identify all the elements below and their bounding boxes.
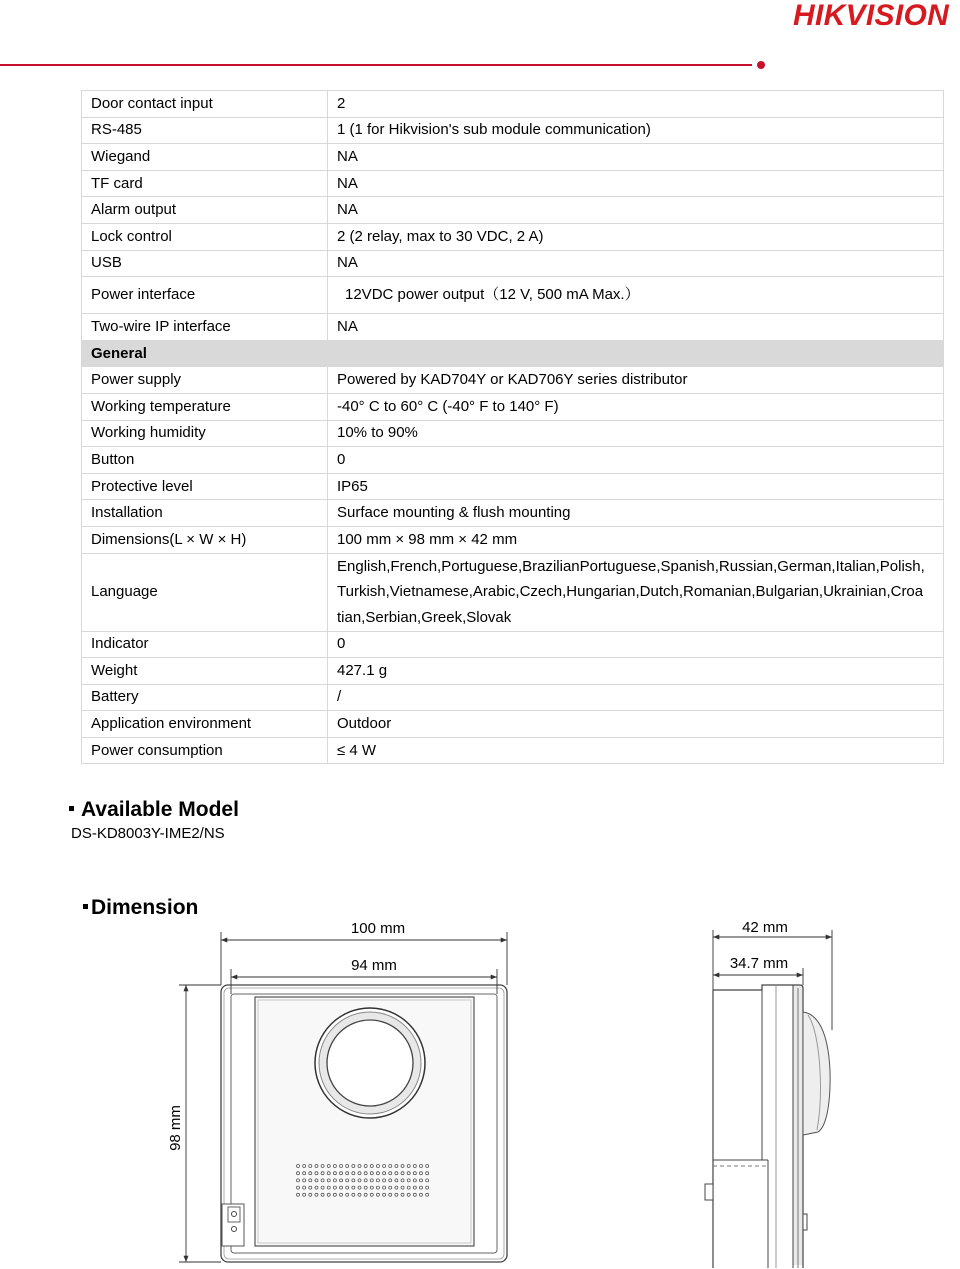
spec-value: Outdoor [328, 711, 944, 738]
spec-value: NA [328, 197, 944, 224]
spec-label: Working temperature [82, 393, 328, 420]
speaker-hole [395, 1172, 398, 1175]
speaker-hole [364, 1193, 367, 1196]
speaker-hole [370, 1193, 373, 1196]
camera-dome [803, 1012, 830, 1135]
spec-label: Door contact input [82, 91, 328, 118]
spec-value: 0 [328, 631, 944, 658]
speaker-hole [364, 1179, 367, 1182]
speaker-hole [303, 1172, 306, 1175]
header-rule [0, 64, 752, 66]
spec-row-language [82, 553, 944, 631]
spec-label: Wiegand [82, 144, 328, 171]
speaker-hole [303, 1186, 306, 1189]
speaker-hole [315, 1172, 318, 1175]
spec-label: USB [82, 250, 328, 277]
speaker-hole [370, 1179, 373, 1182]
speaker-hole [389, 1193, 392, 1196]
speaker-hole [327, 1172, 330, 1175]
dimension-label-depth: 42 mm [742, 919, 788, 936]
speaker-hole [358, 1186, 361, 1189]
speaker-hole [395, 1165, 398, 1168]
header-rule-dot [757, 61, 765, 69]
spec-label: RS-485 [82, 117, 328, 144]
spec-row [82, 500, 944, 527]
speaker-hole [352, 1172, 355, 1175]
spec-value: NA [328, 250, 944, 277]
speaker-hole [376, 1193, 379, 1196]
spec-row [82, 393, 944, 420]
speaker-hole [352, 1193, 355, 1196]
hikvision-logo: HIKVISION [793, 0, 950, 32]
speaker-hole [383, 1179, 386, 1182]
speaker-hole [303, 1193, 306, 1196]
speaker-hole [389, 1165, 392, 1168]
speaker-hole [407, 1193, 410, 1196]
speaker-hole [309, 1186, 312, 1189]
spec-row [82, 631, 944, 658]
speaker-hole [321, 1165, 324, 1168]
speaker-hole [383, 1193, 386, 1196]
spec-row [82, 684, 944, 711]
spec-label: Power consumption [82, 737, 328, 764]
spec-row [82, 144, 944, 171]
spec-label: Installation [82, 500, 328, 527]
speaker-hole [401, 1165, 404, 1168]
side-tab [705, 1184, 713, 1200]
speaker-hole [395, 1186, 398, 1189]
speaker-hole [333, 1186, 336, 1189]
speaker-hole [297, 1165, 300, 1168]
speaker-hole [333, 1179, 336, 1182]
spec-label: Indicator [82, 631, 328, 658]
speaker-hole [389, 1172, 392, 1175]
speaker-hole [426, 1193, 429, 1196]
spec-label: Battery [82, 684, 328, 711]
spec-row [82, 91, 944, 118]
speaker-hole [327, 1179, 330, 1182]
speaker-hole [297, 1186, 300, 1189]
spec-value: 10% to 90% [328, 420, 944, 447]
dimension-heading: Dimension [91, 896, 199, 919]
spec-row [82, 223, 944, 250]
speaker-hole [370, 1172, 373, 1175]
speaker-hole [327, 1186, 330, 1189]
speaker-hole [426, 1165, 429, 1168]
speaker-hole [395, 1179, 398, 1182]
speaker-hole [376, 1186, 379, 1189]
bullet-square-icon [83, 904, 88, 909]
camera-lens [327, 1020, 413, 1106]
spec-label: Lock control [82, 223, 328, 250]
spec-label: TF card [82, 170, 328, 197]
speaker-hole [426, 1186, 429, 1189]
spec-value: ≤ 4 W [328, 737, 944, 764]
speaker-hole [340, 1165, 343, 1168]
spec-row [82, 277, 944, 314]
spec-value: 1 (1 for Hikvision's sub module communication) [328, 117, 944, 144]
spec-label: Power interface [82, 277, 328, 314]
speaker-hole [401, 1193, 404, 1196]
language-line: Turkish,Vietnamese,Arabic,Czech,Hungarian,Dutch,Romanian,Bulgarian,Ukrainian,Croa [337, 583, 924, 601]
speaker-hole [321, 1172, 324, 1175]
spec-row [82, 526, 944, 553]
spec-row [82, 197, 944, 224]
speaker-hole [321, 1179, 324, 1182]
speaker-hole [413, 1179, 416, 1182]
speaker-hole [413, 1165, 416, 1168]
speaker-hole [346, 1186, 349, 1189]
dimension-drawing [150, 912, 870, 1269]
spec-row [82, 658, 944, 685]
bullet-square-icon [69, 806, 74, 811]
spec-value: 427.1 g [328, 658, 944, 685]
speaker-hole [401, 1179, 404, 1182]
spec-label: Power supply [82, 367, 328, 394]
spec-value: NA [328, 170, 944, 197]
speaker-hole [401, 1172, 404, 1175]
speaker-hole [376, 1172, 379, 1175]
spec-table [81, 90, 944, 764]
mount-bracket [222, 1204, 244, 1246]
spec-value: 2 [328, 91, 944, 118]
speaker-hole [340, 1172, 343, 1175]
spec-row [82, 420, 944, 447]
speaker-hole [413, 1186, 416, 1189]
speaker-hole [327, 1193, 330, 1196]
available-model-heading: Available Model [81, 798, 239, 821]
spec-row [82, 473, 944, 500]
speaker-hole [321, 1193, 324, 1196]
speaker-hole [340, 1186, 343, 1189]
speaker-hole [420, 1179, 423, 1182]
speaker-hole [303, 1179, 306, 1182]
speaker-hole [297, 1172, 300, 1175]
dimension-label-width: 100 mm [350, 920, 406, 937]
speaker-hole [426, 1172, 429, 1175]
side-view [705, 985, 830, 1268]
speaker-hole [340, 1179, 343, 1182]
dimension-label-height: 98 mm [167, 1105, 184, 1151]
speaker-hole [401, 1186, 404, 1189]
speaker-hole [303, 1165, 306, 1168]
spec-value: NA [328, 144, 944, 171]
speaker-hole [420, 1193, 423, 1196]
side-outline [713, 985, 803, 1268]
spec-label: Alarm output [82, 197, 328, 224]
spec-value: / [328, 684, 944, 711]
spec-row [82, 117, 944, 144]
spec-value: IP65 [328, 473, 944, 500]
spec-label: Language [82, 553, 328, 631]
speaker-hole [420, 1165, 423, 1168]
spec-label: Protective level [82, 473, 328, 500]
spec-value-language [328, 553, 944, 631]
speaker-hole [297, 1179, 300, 1182]
speaker-hole [352, 1179, 355, 1182]
spec-row [82, 447, 944, 474]
speaker-hole [315, 1165, 318, 1168]
spec-value: NA [328, 314, 944, 341]
speaker-hole [358, 1172, 361, 1175]
speaker-hole [383, 1165, 386, 1168]
speaker-hole [346, 1172, 349, 1175]
spec-row [82, 250, 944, 277]
spec-value: -40° C to 60° C (-40° F to 140° F) [328, 393, 944, 420]
speaker-hole [333, 1172, 336, 1175]
speaker-hole [370, 1165, 373, 1168]
dimension-label-body-depth: 34.7 mm [729, 955, 789, 972]
speaker-hole [413, 1193, 416, 1196]
spec-label: Two-wire IP interface [82, 314, 328, 341]
speaker-hole [340, 1193, 343, 1196]
spec-label: Application environment [82, 711, 328, 738]
speaker-hole [376, 1165, 379, 1168]
spec-section-row [82, 340, 944, 367]
speaker-hole [395, 1193, 398, 1196]
speaker-hole [413, 1172, 416, 1175]
speaker-hole [389, 1179, 392, 1182]
speaker-hole [364, 1172, 367, 1175]
language-line: English,French,Portuguese,BrazilianPortuguese,Spanish,Russian,German,Italian,Polish, [337, 557, 925, 575]
spec-row [82, 170, 944, 197]
speaker-hole [364, 1186, 367, 1189]
speaker-hole [309, 1165, 312, 1168]
front-view [221, 985, 507, 1262]
dimension-label-panel-width: 94 mm [351, 957, 397, 974]
speaker-hole [426, 1179, 429, 1182]
model-number: DS-KD8003Y-IME2/NS [71, 825, 225, 842]
speaker-hole [309, 1193, 312, 1196]
speaker-hole [358, 1179, 361, 1182]
speaker-hole [327, 1165, 330, 1168]
speaker-hole [333, 1165, 336, 1168]
speaker-hole [420, 1186, 423, 1189]
spec-row [82, 737, 944, 764]
spec-label: Weight [82, 658, 328, 685]
speaker-hole [346, 1193, 349, 1196]
speaker-hole [333, 1193, 336, 1196]
spec-value: 100 mm × 98 mm × 42 mm [328, 526, 944, 553]
spec-value: 12VDC power output（12 V, 500 mA Max.） [328, 277, 944, 314]
spec-label: Button [82, 447, 328, 474]
spec-value: 0 [328, 447, 944, 474]
speaker-hole [389, 1186, 392, 1189]
spec-row [82, 367, 944, 394]
spec-value: Surface mounting & flush mounting [328, 500, 944, 527]
speaker-hole [358, 1165, 361, 1168]
speaker-hole [383, 1172, 386, 1175]
section-heading-general: General [82, 340, 944, 367]
speaker-hole [346, 1179, 349, 1182]
spec-label: Dimensions(L × W × H) [82, 526, 328, 553]
speaker-hole [346, 1165, 349, 1168]
side-dimensions [713, 930, 832, 1030]
speaker-hole [420, 1172, 423, 1175]
speaker-hole [352, 1165, 355, 1168]
speaker-hole [315, 1179, 318, 1182]
speaker-hole [407, 1179, 410, 1182]
speaker-hole [315, 1186, 318, 1189]
speaker-hole [352, 1186, 355, 1189]
speaker-hole [370, 1186, 373, 1189]
speaker-hole [358, 1193, 361, 1196]
side-latch [803, 1214, 807, 1230]
speaker-hole [407, 1186, 410, 1189]
spec-value: 2 (2 relay, max to 30 VDC, 2 A) [328, 223, 944, 250]
speaker-hole [297, 1193, 300, 1196]
speaker-hole [407, 1172, 410, 1175]
speaker-hole [383, 1186, 386, 1189]
language-line: tian,Serbian,Greek,Slovak [337, 608, 512, 626]
speaker-hole [315, 1193, 318, 1196]
spec-label: Working humidity [82, 420, 328, 447]
speaker-hole [376, 1179, 379, 1182]
spec-row [82, 314, 944, 341]
speaker-hole [407, 1165, 410, 1168]
spec-value: Powered by KAD704Y or KAD706Y series distributor [328, 367, 944, 394]
speaker-hole [309, 1172, 312, 1175]
speaker-hole [309, 1179, 312, 1182]
spec-row [82, 711, 944, 738]
speaker-hole [321, 1186, 324, 1189]
speaker-hole [364, 1165, 367, 1168]
